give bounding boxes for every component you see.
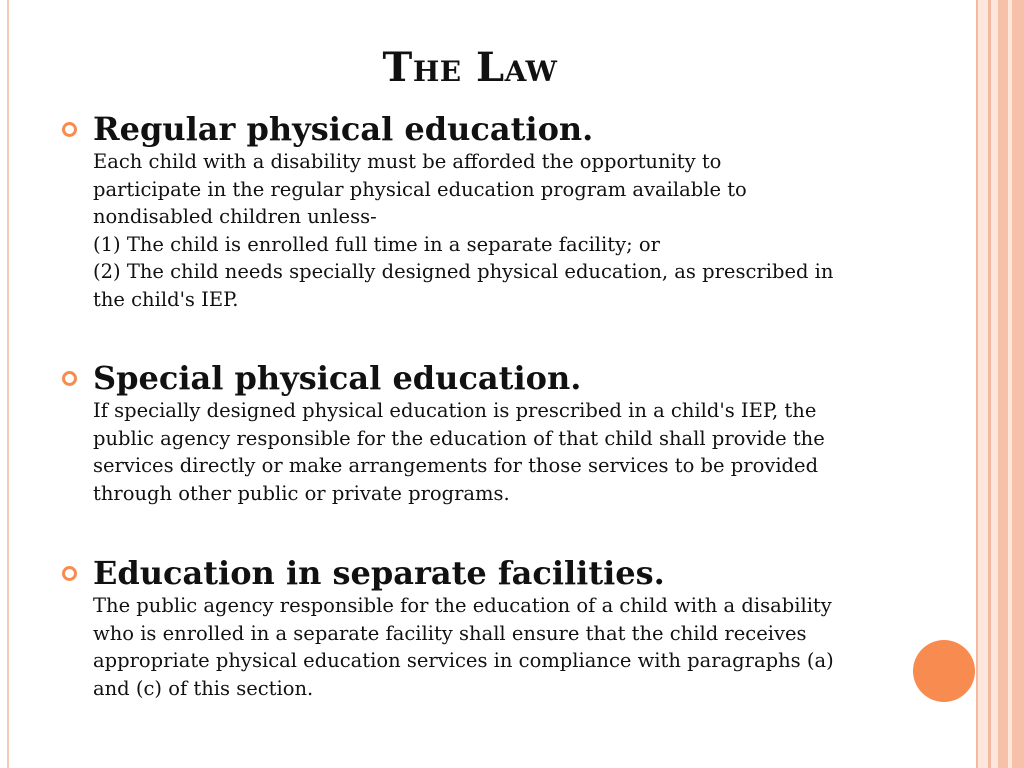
body-line: who is enrolled in a separate facility shall ensure that the child receives — [93, 621, 807, 645]
section-body — [93, 592, 902, 702]
right-stripes-decoration — [976, 0, 1024, 768]
left-border-line — [7, 0, 9, 768]
section-body — [93, 148, 902, 313]
bullet-item-special-pe — [62, 359, 902, 507]
body-line: participate in the regular physical education program available to — [93, 177, 747, 201]
circle-bullet-icon — [62, 122, 77, 137]
body-line: nondisabled children unless- — [93, 205, 377, 228]
body-line: (2) The child needs specially designed physical education, as prescribed in — [93, 260, 834, 283]
bullet-item-regular-pe — [62, 110, 902, 313]
body-line: appropriate physical education services in compliance with paragraphs (a) — [93, 649, 834, 672]
slide-title: The Law — [382, 44, 558, 91]
body-line: the child's IEP. — [93, 287, 239, 311]
section-heading: Education in separate facilities. — [93, 554, 665, 592]
bullet-list — [62, 110, 902, 748]
body-line: services directly or make arrangements for those services to be provided — [93, 454, 819, 477]
body-line: (1) The child is enrolled full time in a separate facility; or — [93, 232, 660, 256]
body-line: The public agency responsible for the education of a child with a disability — [93, 594, 832, 617]
section-heading: Special physical education. — [93, 359, 582, 397]
circle-bullet-icon — [62, 566, 77, 581]
body-line: public agency responsible for the education of that child shall provide the — [93, 426, 825, 450]
body-line: and (c) of this section. — [93, 676, 314, 700]
body-line: Each child with a disability must be afforded the opportunity to — [93, 150, 722, 173]
body-line: If specially designed physical education is prescribed in a child's IEP, the — [93, 399, 817, 422]
section-heading: Regular physical education. — [93, 110, 594, 148]
orange-circle-decoration — [913, 640, 975, 702]
bullet-item-separate-facilities — [62, 554, 902, 702]
section-body — [93, 397, 902, 507]
circle-bullet-icon — [62, 371, 77, 386]
body-line: through other public or private programs. — [93, 481, 510, 505]
